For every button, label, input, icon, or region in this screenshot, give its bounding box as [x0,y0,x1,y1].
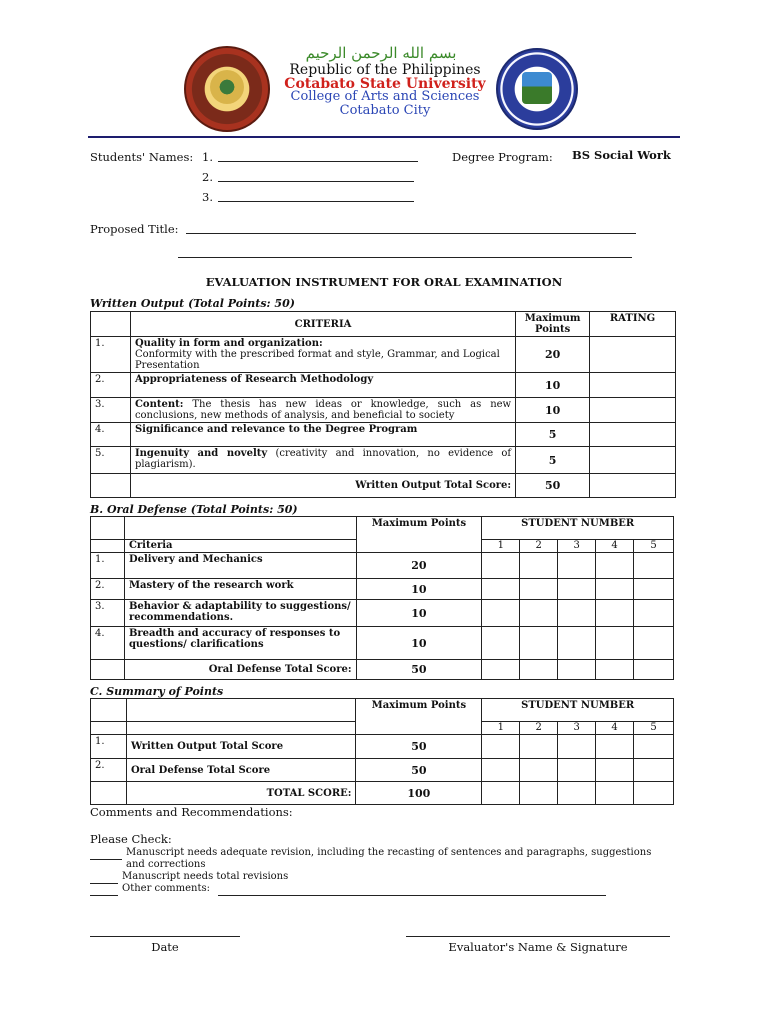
blank-cell [91,517,125,540]
student-col: 2 [520,722,558,735]
title-label: Proposed Title: [90,222,179,236]
max-points: 50 [356,735,482,759]
rating-cell[interactable] [590,373,676,398]
score-cell[interactable] [482,735,520,759]
criteria-desc: The thesis has new ideas or knowledge, such as new conclusions, new methods of analysis, and beneficial to society [134,399,512,421]
student-name-3-field[interactable] [218,192,414,202]
blank-cell [91,540,125,553]
table-row [91,699,674,722]
student-number-2: 2. [202,170,213,184]
table-row [91,735,674,759]
rating-header: RATING [590,312,676,337]
score-cell[interactable] [558,600,596,627]
blank-cell [91,782,127,805]
criteria-desc: Conformity with the prescribed format and style, Grammar, and Logical Presentation [134,349,500,371]
option-adequate-revision: Manuscript needs adequate revision, including the recasting of sentences and paragraphs, suggestions and corrections [126,847,652,870]
max-points: 20 [356,553,482,579]
total-score-value: 100 [356,782,482,805]
score-cell[interactable] [596,735,634,759]
score-cell[interactable] [634,627,674,660]
student-col: 1 [482,540,520,553]
other-comments-field[interactable] [218,886,606,896]
score-cell[interactable] [558,553,596,579]
student-col: 5 [634,722,674,735]
document-title: EVALUATION INSTRUMENT FOR ORAL EXAMINATION [205,275,563,289]
written-section-title: Written Output (Total Points: 50) [90,297,295,310]
table-row [91,782,674,805]
score-cell[interactable] [634,579,674,600]
degree-value: BS Social Work [572,148,671,162]
score-cell[interactable] [596,627,634,660]
signature-line[interactable] [406,936,670,937]
max-points-header: Maximum Points [356,517,482,553]
student-col: 1 [482,722,520,735]
max-points: 5 [516,447,590,474]
criteria-title: Appropriateness of Research Methodology [134,374,374,385]
comments-label: Comments and Recommendations: [90,805,293,819]
max-points: 10 [356,579,482,600]
criteria-title: Breadth and accuracy of responses to questions/ clarifications [124,627,356,660]
criteria-title: Delivery and Mechanics [124,553,356,579]
check-blank-adequate-revision[interactable] [90,850,122,860]
oral-section-title: B. Oral Defense (Total Points: 50) [90,503,298,516]
table-row [91,474,676,498]
row-number: 4. [91,423,131,447]
student-number-header: STUDENT NUMBER [482,699,674,722]
score-cell[interactable] [596,579,634,600]
seal-emblem [210,70,244,104]
header-university: Cotabato State University [284,76,486,92]
score-cell[interactable] [482,782,520,805]
table-row [91,553,674,579]
row-number: 1. [91,553,125,579]
seal-emblem [522,72,552,104]
score-cell[interactable] [482,759,520,782]
summary-table [90,698,674,805]
table-row [91,398,676,423]
criteria-title: Ingenuity and novelty [134,448,268,459]
row-number: 1. [91,735,127,759]
score-cell[interactable] [558,660,596,680]
row-number: 1. [91,337,131,373]
arabic-calligraphy: بسم الله الرحمن الرحيم [305,44,457,62]
table-row [91,759,674,782]
blank-cell [126,722,356,735]
row-number: 2. [91,759,127,782]
header-republic: Republic of the Philippines [289,62,481,78]
oral-total-value: 50 [356,660,482,680]
blank-cell [91,722,127,735]
oral-total-label: Oral Defense Total Score: [124,660,356,680]
score-cell[interactable] [520,735,558,759]
student-col: 4 [596,540,634,553]
option-total-revisions: Manuscript needs total revisions [122,871,289,882]
max-points: 50 [356,759,482,782]
student-col: 2 [520,540,558,553]
criteria-title: Behavior & adaptability to suggestions/ recommendations. [124,600,356,627]
criteria-header: CRITERIA [130,312,515,337]
written-total-value: 50 [516,474,590,498]
score-cell[interactable] [482,660,520,680]
score-cell[interactable] [634,553,674,579]
college-seal [496,48,578,130]
score-cell[interactable] [596,782,634,805]
score-cell[interactable] [634,660,674,680]
score-cell[interactable] [558,627,596,660]
title-field[interactable] [186,224,636,234]
student-name-2-field[interactable] [218,172,414,182]
student-col: 5 [634,540,674,553]
score-cell[interactable] [558,735,596,759]
max-points: 10 [356,600,482,627]
title-field-line-2[interactable] [178,248,632,258]
score-cell[interactable] [520,759,558,782]
summary-item-title: Oral Defense Total Score [126,759,356,782]
row-number: 4. [91,627,125,660]
rating-cell[interactable] [590,398,676,423]
header-college: College of Arts and Sciences [290,89,480,104]
student-col: 3 [558,722,596,735]
evaluator-signature-label: Evaluator's Name & Signature [448,940,628,954]
score-cell[interactable] [520,579,558,600]
summary-section-title: C. Summary of Points [90,685,224,698]
score-cell[interactable] [520,600,558,627]
date-line[interactable] [90,936,240,937]
rating-cell[interactable] [590,447,676,474]
table-row [91,579,674,600]
row-number: 2. [91,373,131,398]
score-cell[interactable] [596,759,634,782]
score-cell[interactable] [596,553,634,579]
table-row [91,600,674,627]
score-cell[interactable] [596,660,634,680]
score-cell[interactable] [634,600,674,627]
score-cell[interactable] [482,553,520,579]
score-cell[interactable] [482,579,520,600]
table-row [91,337,676,373]
score-cell[interactable] [634,782,674,805]
criteria-header: Criteria [124,540,356,553]
blank-cell [91,699,127,722]
score-cell[interactable] [558,782,596,805]
max-points: 10 [356,627,482,660]
row-number: 3. [91,398,131,423]
row-number: 2. [91,579,125,600]
oral-defense-table [90,516,674,680]
header-rule [88,136,680,138]
header-city: Cotabato City [339,103,431,118]
blank-cell [91,660,125,680]
student-number-1: 1. [202,150,213,164]
date-label: Date [151,940,179,954]
max-points: 10 [516,373,590,398]
university-seal [184,46,270,132]
table-row [91,447,676,474]
score-cell[interactable] [634,735,674,759]
criteria-title: Content: [134,399,184,410]
table-row [91,627,674,660]
max-points: 5 [516,423,590,447]
degree-label: Degree Program: [452,150,553,164]
table-row [91,312,676,337]
criteria-desc: (creativity and innovation, no evidence of plagiarism). [134,448,512,470]
score-cell[interactable] [482,600,520,627]
student-col: 3 [558,540,596,553]
option-other-comments: Other comments: [122,883,210,894]
score-cell[interactable] [558,579,596,600]
max-points-header: Maximum Points [356,699,482,735]
written-total-label: Written Output Total Score: [130,474,515,498]
summary-item-title: Written Output Total Score [126,735,356,759]
score-cell[interactable] [482,627,520,660]
score-cell[interactable] [520,660,558,680]
criteria-title: Quality in form and organization: [134,338,323,349]
row-number: 5. [91,447,131,474]
rating-cell[interactable] [590,337,676,373]
max-points: 10 [516,398,590,423]
score-cell[interactable] [558,759,596,782]
table-row [91,423,676,447]
score-cell[interactable] [596,600,634,627]
score-cell[interactable] [520,553,558,579]
check-blank-total-revisions[interactable] [90,874,118,884]
criteria-title: Significance and relevance to the Degree Program [134,424,418,435]
max-points-header: Maximum Points [516,312,590,337]
blank-cell [91,474,131,498]
blank-cell [126,699,356,722]
student-name-1-field[interactable] [218,152,418,162]
rating-cell[interactable] [590,423,676,447]
row-number: 3. [91,600,125,627]
check-blank-other-comments[interactable] [90,886,118,896]
student-col: 4 [596,722,634,735]
student-number-3: 3. [202,190,213,204]
student-number-header: STUDENT NUMBER [482,517,674,540]
header-cell [91,312,131,337]
total-score-label: TOTAL SCORE: [126,782,356,805]
score-cell[interactable] [520,782,558,805]
table-row [91,373,676,398]
max-points: 20 [516,337,590,373]
score-cell[interactable] [634,759,674,782]
table-row [91,517,674,540]
table-row [91,660,674,680]
written-output-table [90,311,676,498]
blank-cell [124,517,356,540]
students-label: Students' Names: [90,150,194,164]
rating-total-cell[interactable] [590,474,676,498]
criteria-title: Mastery of the research work [124,579,356,600]
please-check-label: Please Check: [90,832,172,846]
score-cell[interactable] [520,627,558,660]
